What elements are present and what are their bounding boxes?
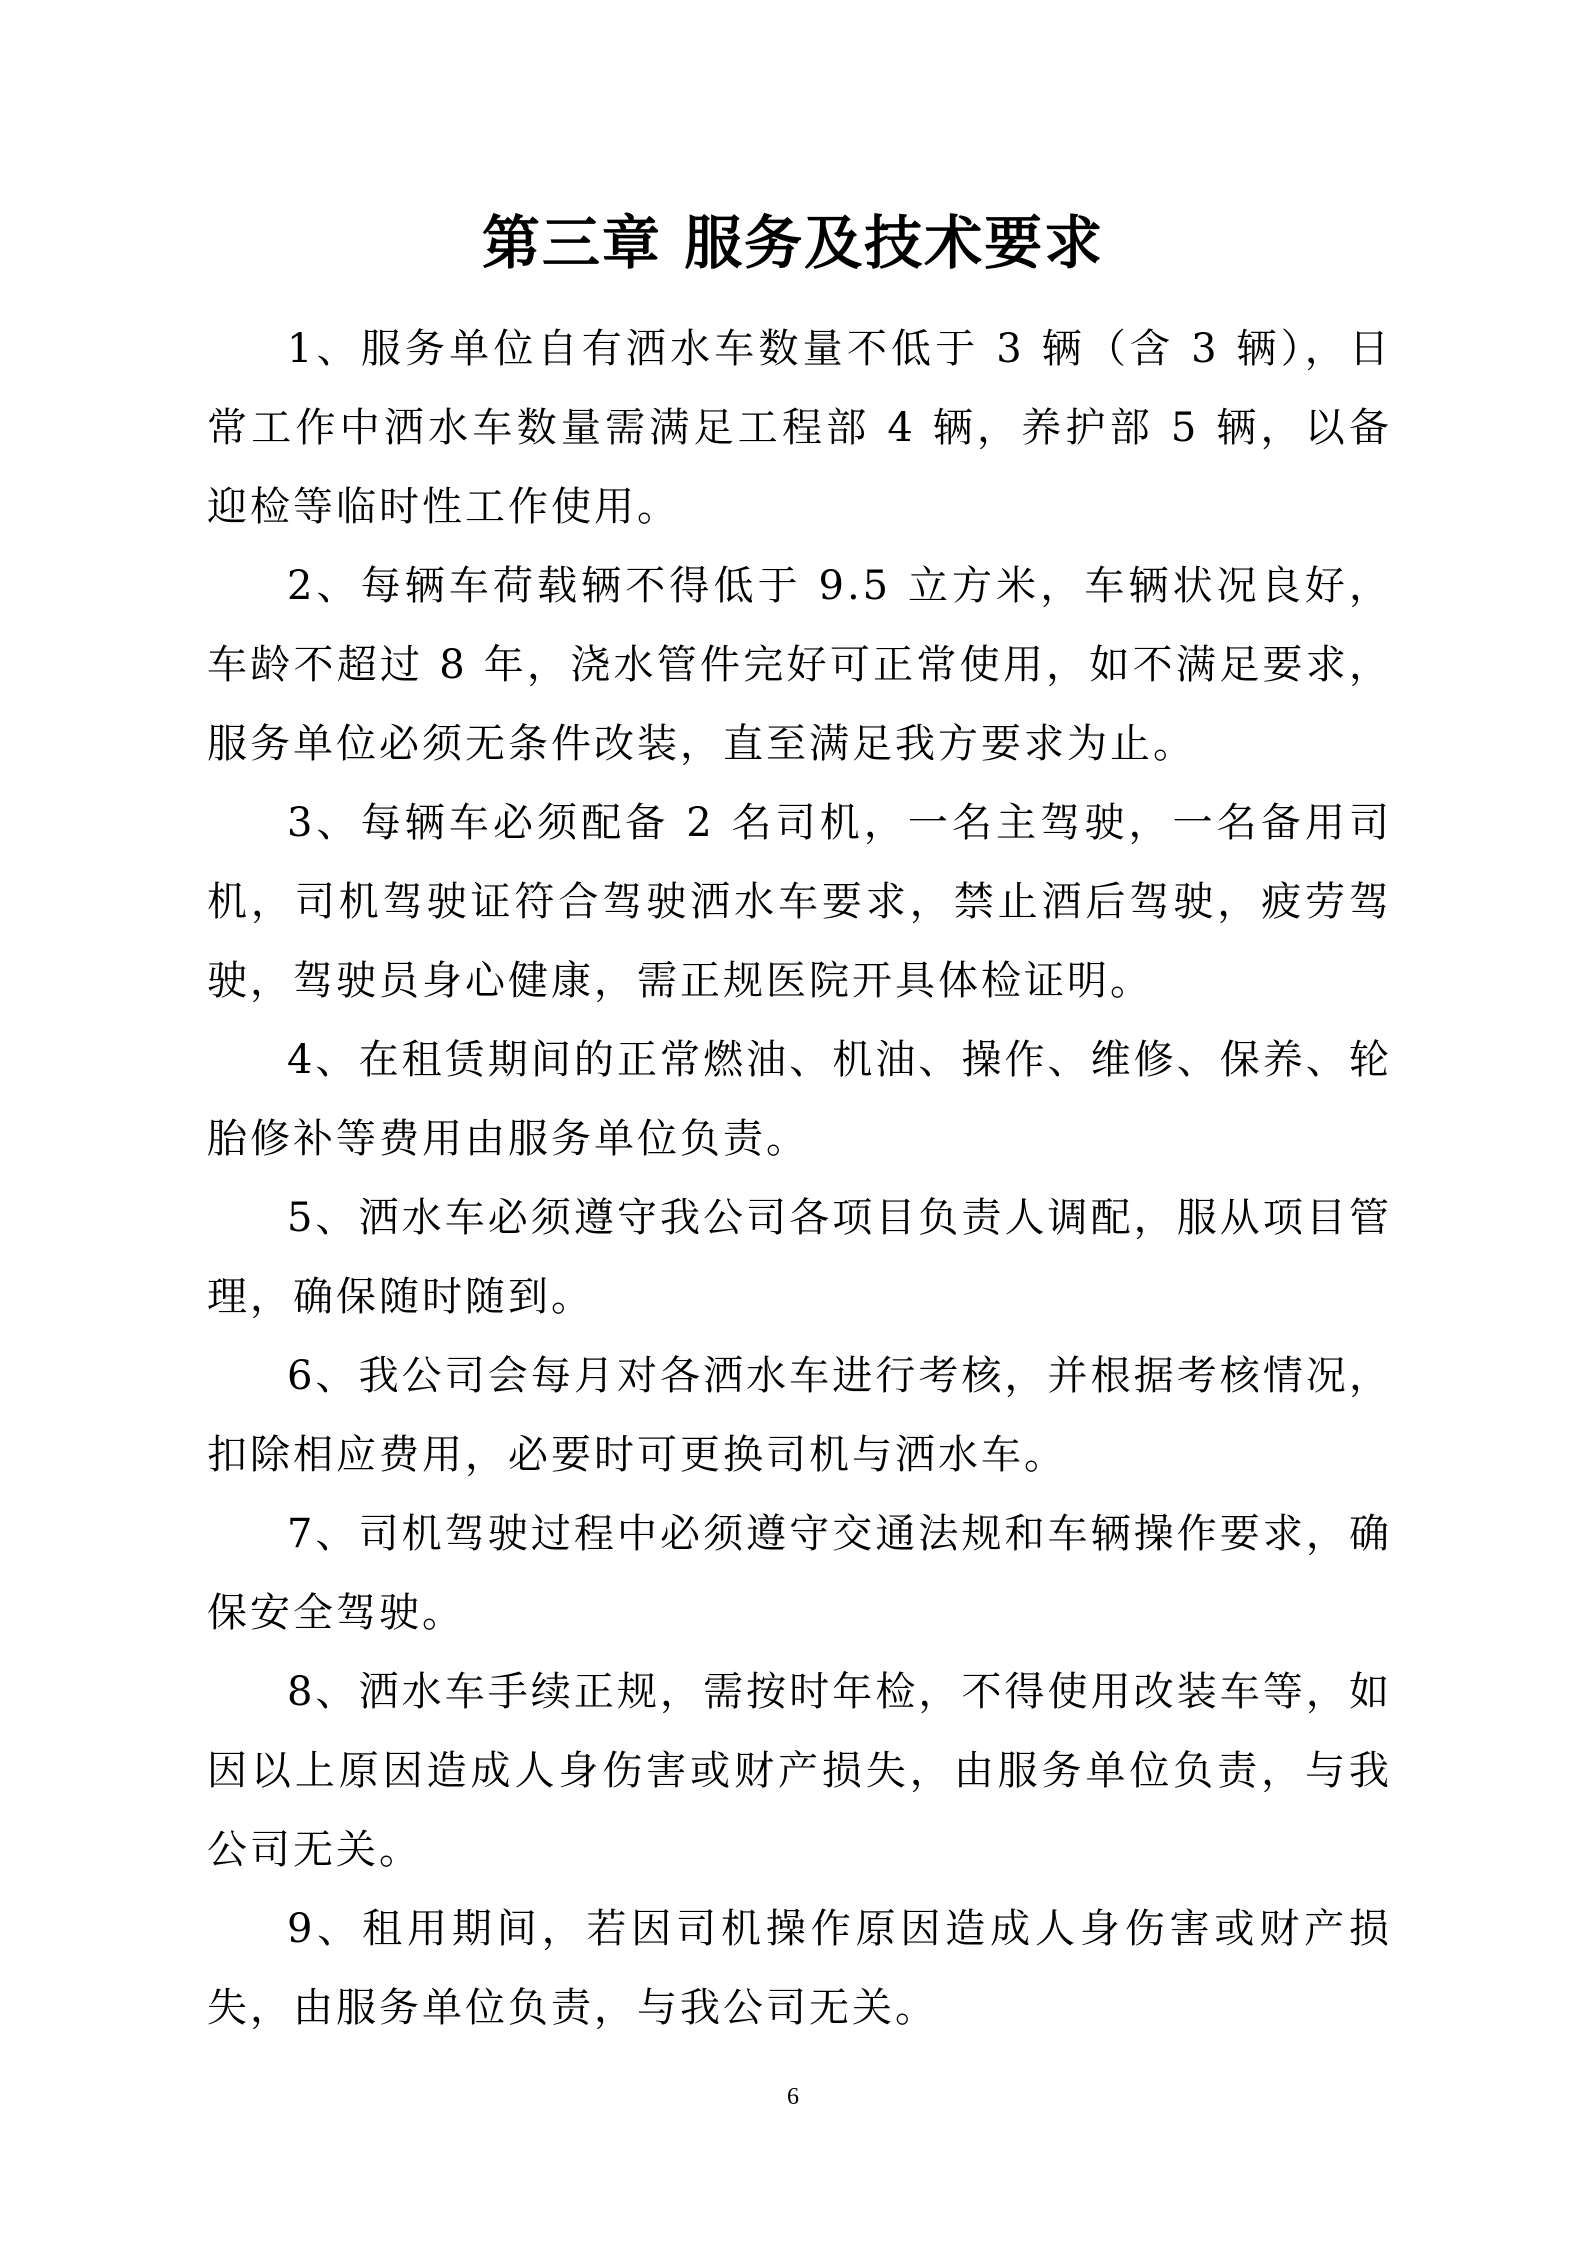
requirement-paragraph-5: 5、洒水车必须遵守我公司各项目负责人调配，服从项目管理，确保随时随到。 xyxy=(207,1195,1392,1320)
requirement-paragraph-4: 4、在租赁期间的正常燃油、机油、操作、维修、保养、轮胎修补等费用由服务单位负责。 xyxy=(207,1037,1392,1162)
page-number: 6 xyxy=(787,2084,799,2110)
requirement-paragraph-2: 2、每辆车荷载辆不得低于 9.5 立方米，车辆状况良好，车龄不超过 8 年，浇水管件完好可正常使用，如不满足要求，服务单位必须无条件改装，直至满足我方要求为止。 xyxy=(207,563,1392,767)
requirement-paragraph-7: 7、司机驾驶过程中必须遵守交通法规和车辆操作要求，确保安全驾驶。 xyxy=(207,1511,1392,1636)
requirement-paragraph-8: 8、洒水车手续正规，需按时年检，不得使用改装车等，如因以上原因造成人身伤害或财产损失，由服务单位负责，与我公司无关。 xyxy=(207,1669,1392,1873)
requirements-list xyxy=(207,310,1392,2048)
requirement-paragraph-9: 9、租用期间，若因司机操作原因造成人身伤害或财产损失，由服务单位负责，与我公司无关。 xyxy=(207,1906,1392,2031)
requirement-paragraph-3: 3、每辆车必须配备 2 名司机，一名主驾驶，一名备用司机，司机驾驶证符合驾驶洒水车要求，禁止酒后驾驶，疲劳驾驶，驾驶员身心健康，需正规医院开具体检证明。 xyxy=(207,800,1392,1004)
requirement-paragraph-6: 6、我公司会每月对各洒水车进行考核，并根据考核情况，扣除相应费用，必要时可更换司机与洒水车。 xyxy=(207,1353,1392,1478)
chapter-title: 第三章 服务及技术要求 xyxy=(481,209,1105,277)
requirement-paragraph-1: 1、服务单位自有洒水车数量不低于 3 辆（含 3 辆），日常工作中洒水车数量需满足工程部 4 辆，养护部 5 辆，以备迎检等临时性工作使用。 xyxy=(207,326,1392,530)
